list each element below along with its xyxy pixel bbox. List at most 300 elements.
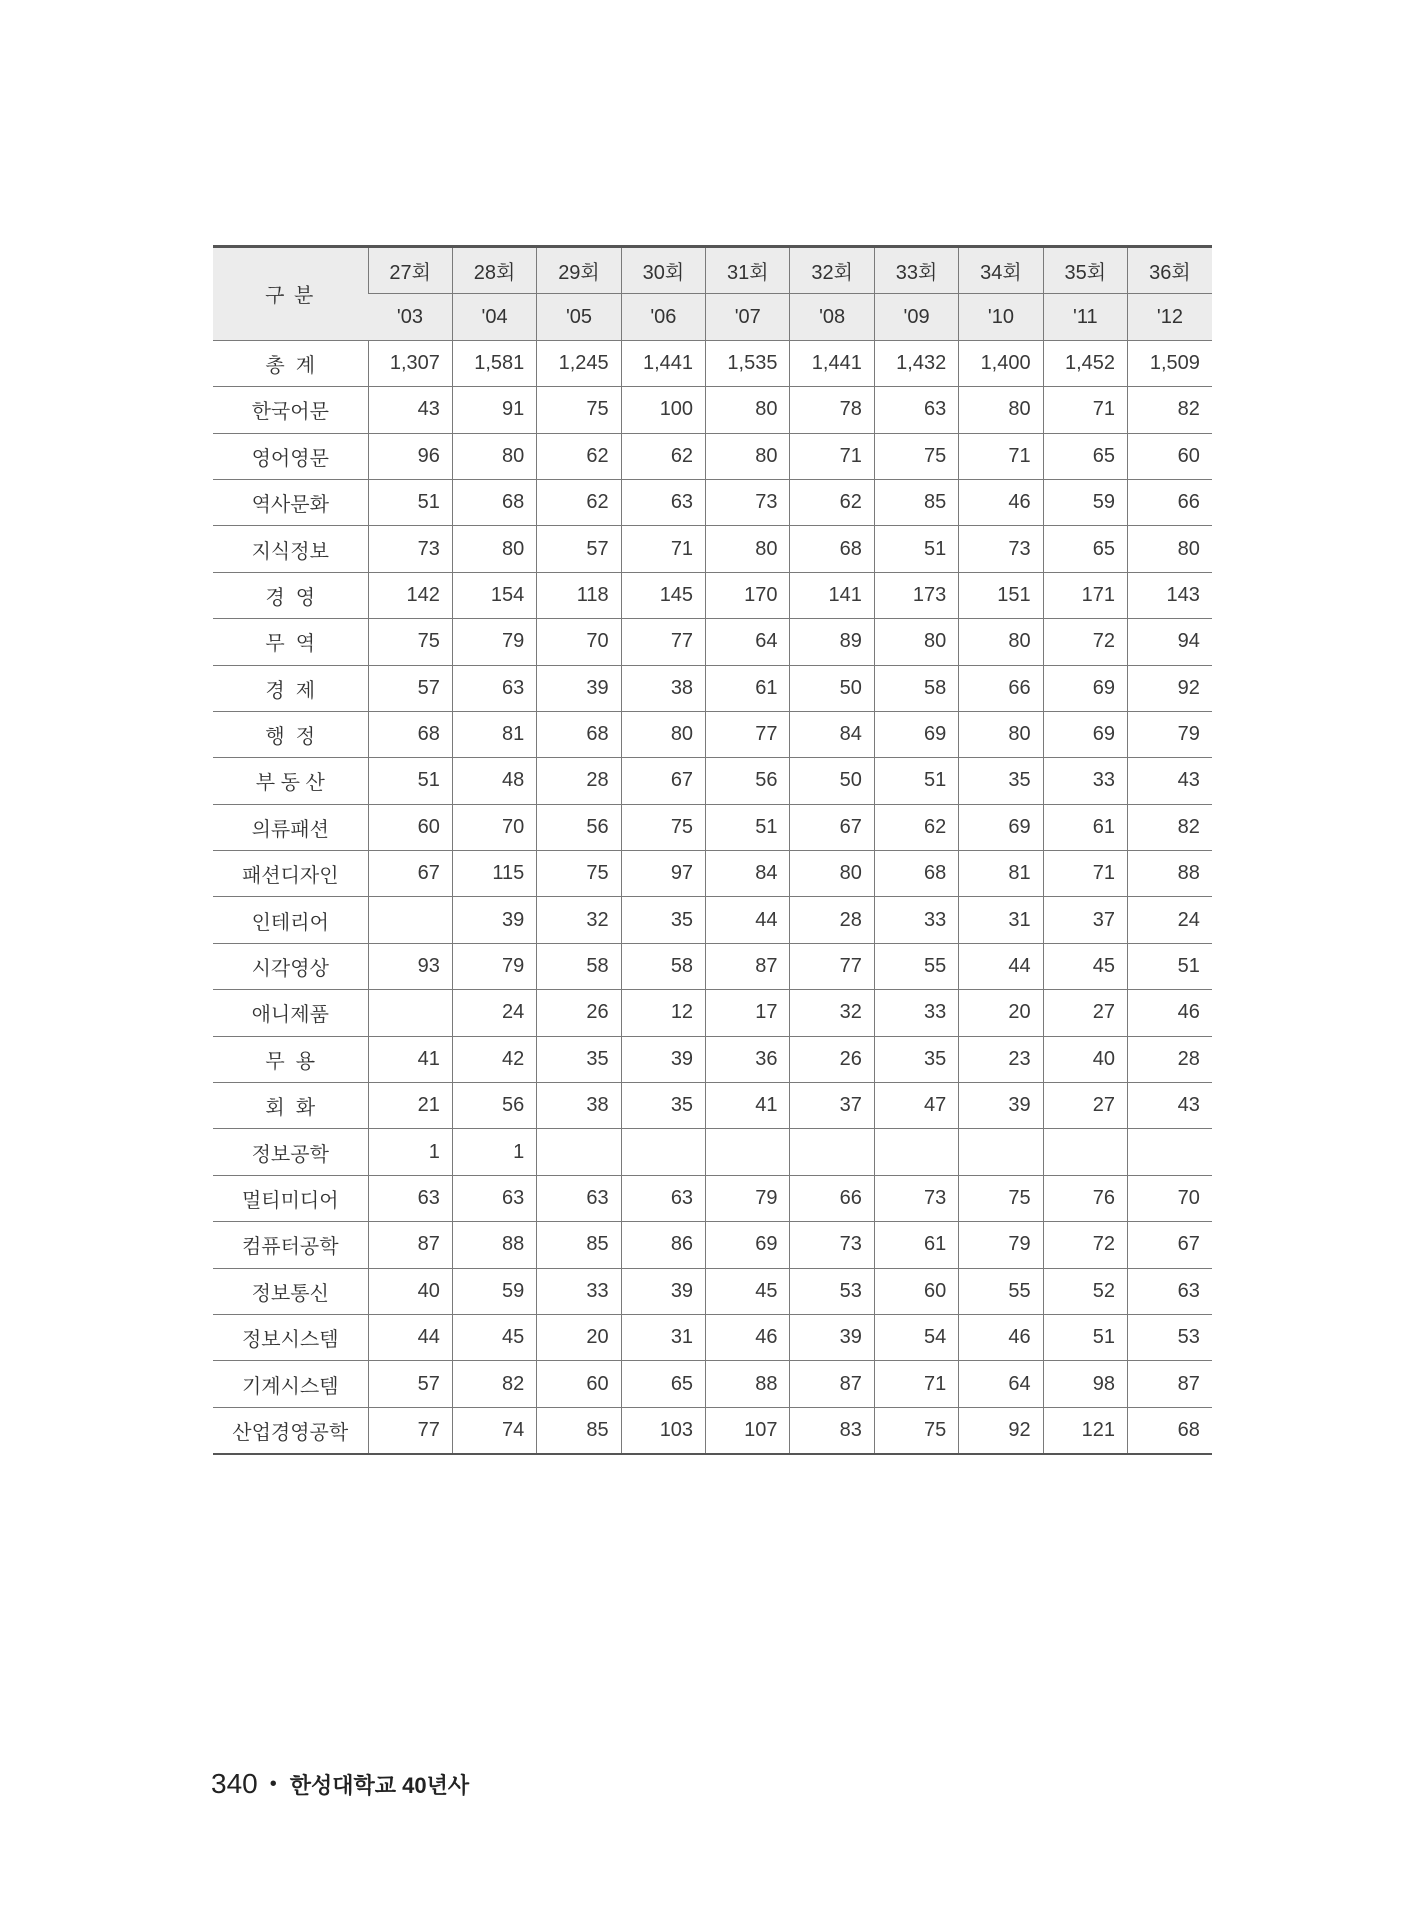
table-cell: 73 (959, 526, 1043, 572)
table-cell: 50 (790, 665, 874, 711)
table-cell: 67 (368, 851, 452, 897)
table-cell: 55 (959, 1268, 1043, 1314)
table-cell: 80 (959, 711, 1043, 757)
table-cell: 65 (621, 1361, 705, 1407)
table-cell: 42 (452, 1036, 536, 1082)
row-label: 정보시스템 (213, 1314, 368, 1360)
table-cell: 88 (452, 1222, 536, 1268)
table-cell: 37 (790, 1083, 874, 1129)
table-cell: 63 (368, 1175, 452, 1221)
page-number: 340 (211, 1768, 258, 1799)
table-cell: 68 (452, 479, 536, 525)
table-body (213, 340, 1212, 1454)
table-cell: 1,432 (874, 340, 958, 386)
table-cell: 107 (706, 1407, 790, 1454)
session-header: 28회 (452, 247, 536, 294)
table-cell: 35 (874, 1036, 958, 1082)
table-row (213, 990, 1212, 1036)
table-cell: 56 (706, 758, 790, 804)
table-cell (706, 1129, 790, 1175)
table-cell: 56 (452, 1083, 536, 1129)
table-cell: 141 (790, 572, 874, 618)
row-label: 멀티미디어 (213, 1175, 368, 1221)
year-header: '11 (1043, 294, 1127, 340)
table-cell: 64 (706, 619, 790, 665)
table-cell: 70 (452, 804, 536, 850)
table-cell: 75 (959, 1175, 1043, 1221)
table-cell: 88 (1128, 851, 1212, 897)
table-cell: 75 (368, 619, 452, 665)
table-cell: 39 (537, 665, 621, 711)
table-cell: 84 (790, 711, 874, 757)
table-cell: 121 (1043, 1407, 1127, 1454)
table-cell: 48 (452, 758, 536, 804)
table-cell: 26 (790, 1036, 874, 1082)
table-cell: 63 (452, 665, 536, 711)
table-cell: 20 (537, 1314, 621, 1360)
table-cell: 62 (537, 479, 621, 525)
table-cell: 71 (1043, 851, 1127, 897)
table-cell: 74 (452, 1407, 536, 1454)
footer-bullet: • (269, 1773, 277, 1795)
table-row (213, 1361, 1212, 1407)
table-cell: 55 (874, 943, 958, 989)
table-cell: 100 (621, 387, 705, 433)
table-cell (537, 1129, 621, 1175)
table-cell: 1 (368, 1129, 452, 1175)
table-cell: 65 (1043, 526, 1127, 572)
table-cell: 65 (1043, 433, 1127, 479)
table-cell: 39 (621, 1268, 705, 1314)
table-cell: 80 (452, 433, 536, 479)
table-cell: 35 (537, 1036, 621, 1082)
table-cell: 45 (706, 1268, 790, 1314)
table-cell (874, 1129, 958, 1175)
table-cell: 71 (790, 433, 874, 479)
table-cell (959, 1129, 1043, 1175)
table-cell: 38 (537, 1083, 621, 1129)
book-title: 한성대학교 40년사 (289, 1773, 470, 1798)
row-label: 시각영상 (213, 943, 368, 989)
table-cell: 70 (1128, 1175, 1212, 1221)
table-cell (1043, 1129, 1127, 1175)
table-cell: 69 (959, 804, 1043, 850)
page-footer (211, 1768, 469, 1800)
table-cell: 37 (1043, 897, 1127, 943)
table-cell: 44 (706, 897, 790, 943)
table-cell: 17 (706, 990, 790, 1036)
table-cell: 118 (537, 572, 621, 618)
table-cell: 64 (959, 1361, 1043, 1407)
table-cell: 82 (452, 1361, 536, 1407)
table-cell (1128, 1129, 1212, 1175)
table-cell: 58 (874, 665, 958, 711)
table-cell: 50 (790, 758, 874, 804)
table-cell: 51 (874, 758, 958, 804)
table-row (213, 619, 1212, 665)
table-cell: 91 (452, 387, 536, 433)
table-cell: 24 (1128, 897, 1212, 943)
table-cell: 61 (1043, 804, 1127, 850)
table-cell: 80 (874, 619, 958, 665)
table-cell: 39 (452, 897, 536, 943)
table-cell: 57 (537, 526, 621, 572)
table-cell: 33 (537, 1268, 621, 1314)
table-cell: 62 (790, 479, 874, 525)
table-cell: 82 (1128, 387, 1212, 433)
table-cell: 28 (537, 758, 621, 804)
table-row (213, 804, 1212, 850)
table-cell: 92 (1128, 665, 1212, 711)
row-label: 행 정 (213, 711, 368, 757)
table-cell: 40 (368, 1268, 452, 1314)
table-row (213, 1268, 1212, 1314)
table-cell: 51 (706, 804, 790, 850)
year-header: '03 (368, 294, 452, 340)
table-cell: 67 (790, 804, 874, 850)
table-row (213, 897, 1212, 943)
table-cell: 1,245 (537, 340, 621, 386)
table-cell: 1,452 (1043, 340, 1127, 386)
table-cell: 57 (368, 1361, 452, 1407)
table-row (213, 526, 1212, 572)
table-cell: 51 (368, 758, 452, 804)
table-cell: 80 (452, 526, 536, 572)
table-cell: 60 (537, 1361, 621, 1407)
table-cell: 80 (1128, 526, 1212, 572)
table-cell (368, 990, 452, 1036)
table-cell: 145 (621, 572, 705, 618)
table-cell: 1,581 (452, 340, 536, 386)
row-label: 정보통신 (213, 1268, 368, 1314)
table-cell: 31 (959, 897, 1043, 943)
table-cell: 1 (452, 1129, 536, 1175)
row-label: 경 영 (213, 572, 368, 618)
table-row (213, 943, 1212, 989)
table-cell: 75 (537, 387, 621, 433)
session-header: 34회 (959, 247, 1043, 294)
table-cell: 43 (1128, 758, 1212, 804)
table-cell: 51 (874, 526, 958, 572)
table-cell: 173 (874, 572, 958, 618)
row-label: 부 동 산 (213, 758, 368, 804)
table-cell: 73 (874, 1175, 958, 1221)
table-cell: 88 (706, 1361, 790, 1407)
table-cell: 53 (790, 1268, 874, 1314)
table-cell: 51 (1128, 943, 1212, 989)
table-cell: 63 (621, 479, 705, 525)
table-cell: 63 (874, 387, 958, 433)
table-cell: 73 (368, 526, 452, 572)
table-cell: 62 (621, 433, 705, 479)
table-cell: 87 (368, 1222, 452, 1268)
year-header: '05 (537, 294, 621, 340)
table-cell: 32 (537, 897, 621, 943)
table-cell: 43 (368, 387, 452, 433)
session-header: 35회 (1043, 247, 1127, 294)
table-cell: 60 (874, 1268, 958, 1314)
table-cell: 85 (537, 1222, 621, 1268)
table-cell: 73 (790, 1222, 874, 1268)
session-header: 31회 (706, 247, 790, 294)
table-cell: 143 (1128, 572, 1212, 618)
table-cell: 44 (959, 943, 1043, 989)
table-cell: 77 (621, 619, 705, 665)
table-cell: 154 (452, 572, 536, 618)
year-header: '12 (1128, 294, 1212, 340)
year-header: '09 (874, 294, 958, 340)
table-cell: 63 (621, 1175, 705, 1221)
table-cell: 38 (621, 665, 705, 711)
table-cell: 39 (959, 1083, 1043, 1129)
table-cell: 58 (537, 943, 621, 989)
row-label: 컴퓨터공학 (213, 1222, 368, 1268)
table-cell: 69 (1043, 665, 1127, 711)
table-cell: 66 (790, 1175, 874, 1221)
table-cell: 79 (706, 1175, 790, 1221)
table-cell: 85 (537, 1407, 621, 1454)
table-cell: 86 (621, 1222, 705, 1268)
table-cell: 79 (452, 943, 536, 989)
table-cell: 1,509 (1128, 340, 1212, 386)
table-cell: 93 (368, 943, 452, 989)
table-cell: 85 (874, 479, 958, 525)
table-cell: 79 (959, 1222, 1043, 1268)
table-cell: 80 (706, 433, 790, 479)
table-cell: 1,441 (790, 340, 874, 386)
row-label: 의류패션 (213, 804, 368, 850)
table-cell: 80 (706, 526, 790, 572)
table-row (213, 1314, 1212, 1360)
table-cell: 84 (706, 851, 790, 897)
table-cell: 61 (706, 665, 790, 711)
table-cell: 23 (959, 1036, 1043, 1082)
table-row (213, 433, 1212, 479)
session-header: 33회 (874, 247, 958, 294)
table-cell: 115 (452, 851, 536, 897)
table-row (213, 851, 1212, 897)
table-cell: 72 (1043, 1222, 1127, 1268)
table-cell: 58 (621, 943, 705, 989)
table-cell: 81 (452, 711, 536, 757)
table-cell: 81 (959, 851, 1043, 897)
table-cell: 71 (959, 433, 1043, 479)
table-cell: 1,535 (706, 340, 790, 386)
table-row (213, 758, 1212, 804)
table-cell: 72 (1043, 619, 1127, 665)
row-label: 영어영문 (213, 433, 368, 479)
session-header: 32회 (790, 247, 874, 294)
table-cell: 46 (959, 1314, 1043, 1360)
row-label: 역사문화 (213, 479, 368, 525)
row-label: 애니제품 (213, 990, 368, 1036)
table-cell: 27 (1043, 1083, 1127, 1129)
row-label: 패션디자인 (213, 851, 368, 897)
table-cell: 63 (537, 1175, 621, 1221)
table-cell: 92 (959, 1407, 1043, 1454)
row-label: 무 역 (213, 619, 368, 665)
row-label: 인테리어 (213, 897, 368, 943)
table-row (213, 387, 1212, 433)
table-cell: 68 (537, 711, 621, 757)
table-cell: 79 (1128, 711, 1212, 757)
table-cell: 77 (706, 711, 790, 757)
table-cell (621, 1129, 705, 1175)
table-cell: 31 (621, 1314, 705, 1360)
table-cell: 80 (706, 387, 790, 433)
table-cell: 59 (1043, 479, 1127, 525)
table-cell: 41 (706, 1083, 790, 1129)
table-cell: 71 (1043, 387, 1127, 433)
table-cell: 66 (959, 665, 1043, 711)
table-cell: 24 (452, 990, 536, 1036)
table-cell: 80 (621, 711, 705, 757)
table-row (213, 1129, 1212, 1175)
table-row (213, 665, 1212, 711)
table-cell: 68 (874, 851, 958, 897)
table-cell: 170 (706, 572, 790, 618)
session-header: 30회 (621, 247, 705, 294)
table-cell: 62 (537, 433, 621, 479)
table-cell: 71 (874, 1361, 958, 1407)
table-cell: 46 (706, 1314, 790, 1360)
table-cell: 75 (874, 433, 958, 479)
table-cell: 77 (790, 943, 874, 989)
row-label: 산업경영공학 (213, 1407, 368, 1454)
table-cell: 1,307 (368, 340, 452, 386)
table-row (213, 572, 1212, 618)
session-header-row (213, 247, 1212, 294)
table-cell: 21 (368, 1083, 452, 1129)
year-header: '10 (959, 294, 1043, 340)
table-cell: 35 (621, 1083, 705, 1129)
table-cell: 54 (874, 1314, 958, 1360)
table-cell: 62 (874, 804, 958, 850)
table-cell: 26 (537, 990, 621, 1036)
table-cell: 66 (1128, 479, 1212, 525)
table-cell: 87 (706, 943, 790, 989)
table-cell: 103 (621, 1407, 705, 1454)
table-row (213, 1083, 1212, 1129)
table-cell: 35 (959, 758, 1043, 804)
row-label: 지식정보 (213, 526, 368, 572)
session-header: 27회 (368, 247, 452, 294)
table-cell: 151 (959, 572, 1043, 618)
table-cell: 33 (1043, 758, 1127, 804)
table-cell: 41 (368, 1036, 452, 1082)
table-cell: 75 (874, 1407, 958, 1454)
table-cell: 96 (368, 433, 452, 479)
table-cell: 97 (621, 851, 705, 897)
table-cell: 98 (1043, 1361, 1127, 1407)
table-cell: 89 (790, 619, 874, 665)
table-cell: 39 (790, 1314, 874, 1360)
row-label: 한국어문 (213, 387, 368, 433)
table-cell: 12 (621, 990, 705, 1036)
table-cell: 43 (1128, 1083, 1212, 1129)
table-row (213, 1222, 1212, 1268)
table-cell: 40 (1043, 1036, 1127, 1082)
table-cell: 47 (874, 1083, 958, 1129)
table-cell: 68 (1128, 1407, 1212, 1454)
table-header (213, 247, 1212, 341)
table-cell: 87 (790, 1361, 874, 1407)
table-cell: 78 (790, 387, 874, 433)
table-cell: 20 (959, 990, 1043, 1036)
table-cell: 87 (1128, 1361, 1212, 1407)
session-header: 36회 (1128, 247, 1212, 294)
table-cell: 52 (1043, 1268, 1127, 1314)
table-cell: 69 (1043, 711, 1127, 757)
table-cell: 57 (368, 665, 452, 711)
table-cell (368, 897, 452, 943)
table-cell: 94 (1128, 619, 1212, 665)
session-header: 29회 (537, 247, 621, 294)
table-cell: 1,400 (959, 340, 1043, 386)
table-cell: 67 (1128, 1222, 1212, 1268)
table-cell: 44 (368, 1314, 452, 1360)
table-cell: 142 (368, 572, 452, 618)
table-cell: 56 (537, 804, 621, 850)
row-label: 무 용 (213, 1036, 368, 1082)
table-cell: 33 (874, 990, 958, 1036)
year-header: '04 (452, 294, 536, 340)
table-cell: 1,441 (621, 340, 705, 386)
table-cell: 83 (790, 1407, 874, 1454)
table-cell: 80 (790, 851, 874, 897)
table-cell: 73 (706, 479, 790, 525)
table-cell: 82 (1128, 804, 1212, 850)
table-cell: 61 (874, 1222, 958, 1268)
table-cell: 80 (959, 387, 1043, 433)
table-cell: 33 (874, 897, 958, 943)
table-cell: 39 (621, 1036, 705, 1082)
table-cell: 69 (874, 711, 958, 757)
table-row (213, 1036, 1212, 1082)
table-cell: 53 (1128, 1314, 1212, 1360)
table-cell: 28 (1128, 1036, 1212, 1082)
table-cell: 51 (1043, 1314, 1127, 1360)
table-cell: 70 (537, 619, 621, 665)
table-cell: 46 (959, 479, 1043, 525)
row-label: 기계시스템 (213, 1361, 368, 1407)
table-cell: 75 (537, 851, 621, 897)
table-cell (790, 1129, 874, 1175)
table-cell: 76 (1043, 1175, 1127, 1221)
table-cell: 60 (368, 804, 452, 850)
row-label: 경 제 (213, 665, 368, 711)
category-header: 구 분 (213, 247, 368, 341)
table-cell: 27 (1043, 990, 1127, 1036)
table-cell: 60 (1128, 433, 1212, 479)
table-cell: 28 (790, 897, 874, 943)
year-header: '06 (621, 294, 705, 340)
table-cell: 63 (1128, 1268, 1212, 1314)
table-cell: 75 (621, 804, 705, 850)
table-cell: 67 (621, 758, 705, 804)
table-cell: 71 (621, 526, 705, 572)
table-cell: 77 (368, 1407, 452, 1454)
table-cell: 45 (452, 1314, 536, 1360)
table-cell: 32 (790, 990, 874, 1036)
table-cell: 35 (621, 897, 705, 943)
table-row (213, 479, 1212, 525)
table-row (213, 1407, 1212, 1454)
table-cell: 69 (706, 1222, 790, 1268)
table-cell: 80 (959, 619, 1043, 665)
table-cell: 68 (790, 526, 874, 572)
table-cell: 45 (1043, 943, 1127, 989)
